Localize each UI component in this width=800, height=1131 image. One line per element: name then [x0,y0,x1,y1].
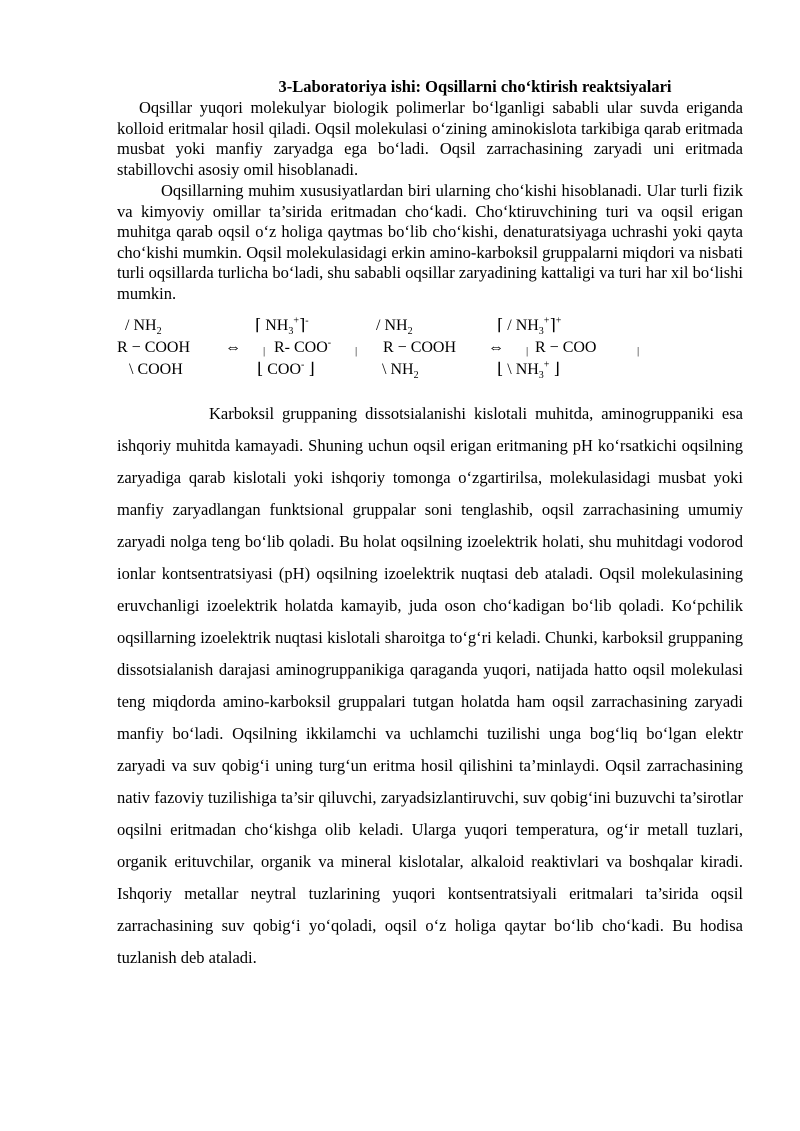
formula-r1-b: ⌈ $NH_3^+⌉^-$ [255,315,309,338]
formula-bar-3: | [526,345,529,357]
formula-r3-a: \ COOH [129,361,183,378]
formula-row-1 [117,315,743,337]
equilibrium-arrow-2: ⇔ [488,339,504,356]
paragraph-1: Oqsillar yuqori molekulyar biologik polimerlar bo‘lganligi sababli ular suvda eriganda kolloid eritmalar hosil qiladi. Oqsil molekulasi o‘zining aminokislota tarkibiga qarab eritmada musbat yoki manfiy zaryadga ega bo‘ladi. Oqsil zarrachasining zaryadi uni eritmada stabillovchi asosiy omil hisoblanadi. [117,98,743,179]
formula-r1-d: ⌈ / $NH_3^+⌉^+$ [497,315,562,338]
formula-row-3 [117,359,743,381]
formula-r3-d: ⌊ \ $NH_3^+$ ⌋ [497,359,560,382]
document-title: 3-Laboratoriya ishi: Oqsillarni cho‘ktirish reaktsiyalari [278,77,672,96]
formula-bar-2: | [355,345,358,357]
formula-r2-a: R − COOH [117,339,191,356]
paragraph-3-text: Karboksil gruppaning dissotsialanishi kislotali muhitda, aminogruppaniki esa ishqoriy muhitda kamayadi. Shuning uchun oqsil erigan eritmaning pH ko‘rsatkichi oqsilning zaryadiga qarab kislotali yoki ishqoriy tomonga o‘zgartirilsa, molekulasidagi musbat yoki manfiy zaryadlangan funktsional gruppalar soni tenglashib, oqsil zarrachasining umumiy zaryadi nolga teng bo‘lib qoladi. Bu holat oqsilning izoelektrik holati, shu muhitdagi vodorod ionlar kontsentratsiyasi (pH) oqsilning izoelektrik nuqtasi deb ataladi. Oqsil molekulasining eruvchanligi izoelektrik holatda kamayib, juda oson cho‘kadigan bo‘lib qoladi. Ko‘pchilik oqsillarning izoelektrik nuqtasi kislotali sharoitga to‘g‘ri keladi. Chunki, karboksil gruppaning dissotsialanish darajasi aminogruppanikiga qaraganda yuqori, natijada hatto oqsil molekulasi teng miqdorda amino-karboksil gruppalari tutgan holatda ham oqsil zarrachasining zaryadi manfiy bo‘ladi. Oqsilning ikkilamchi va uchlamchi tuzilishi unga bog‘liq bo‘lgan elektr zaryadi va suv qobig‘i uning turg‘un eritma hosil qilishini ta’minlaydi. Oqsil zarrachasining nativ fazoviy tuzilishiga ta’sir qiluvchi, zaryadsizlantiruvchi, suv qobig‘ini buzuvchi ta’sirotlar oqsilni eritmadan cho‘kishga olib keladi. Ularga yuqori temperatura, og‘ir metall tuzlari, organik erituvchilar, organik va mineral kislotalar, alkaloid reaktivlari va boshqalar kiradi. Ishqoriy metallar neytral tuzlarining yuqori kontsentratsiyali eritmalari ta’sirida oqsil zarrachasining suv qobig‘i yo‘qoladi, oqsil o‘z holiga qaytar bo‘lib cho‘kadi. Bu hodisa tuzlanish deb ataladi. [117,404,743,967]
formula-bar-4: | [637,345,640,357]
formula-r1-c: / $NH_2$ [376,317,413,338]
dissociation-formula [117,315,743,381]
formula-r2-b: R- COO- [274,337,332,356]
formula-r2-c: R − COOH [383,339,457,356]
equilibrium-arrow-1: ⇔ [225,339,241,356]
formula-r1-a: / $NH_2$ [125,317,162,338]
formula-r3-c: \ $NH_2$ [382,361,419,382]
formula-row-2 [117,337,743,359]
formula-r2-d: R − COO [535,339,597,356]
paragraph-3 [117,398,743,974]
formula-r3-b: ⌊ COO- ⌋ [257,359,315,378]
formula-bar-1: | [263,345,266,357]
paragraph-2: Oqsillarning muhim xususiyatlardan biri ularning cho‘kishi hisoblanadi. Ular turli fizik va kimyoviy omillar ta’sirida eritmadan cho‘kadi. Cho‘ktiruvchining turi va oqsil erigan muhitga qarab oqsil o‘z holiga qaytmas bo‘lib cho‘kishi, denaturatsiyaga uchrashi yoki qayta cho‘kishi mumkin. Oqsil molekulasidagi erkin amino-karboksil gruppalarni miqdori va nisbati turli oqsillarda turlicha bo‘ladi, shu sababli oqsillar zaryadining kattaligi va turi har xil bo‘lishi mumkin. [117,181,743,303]
